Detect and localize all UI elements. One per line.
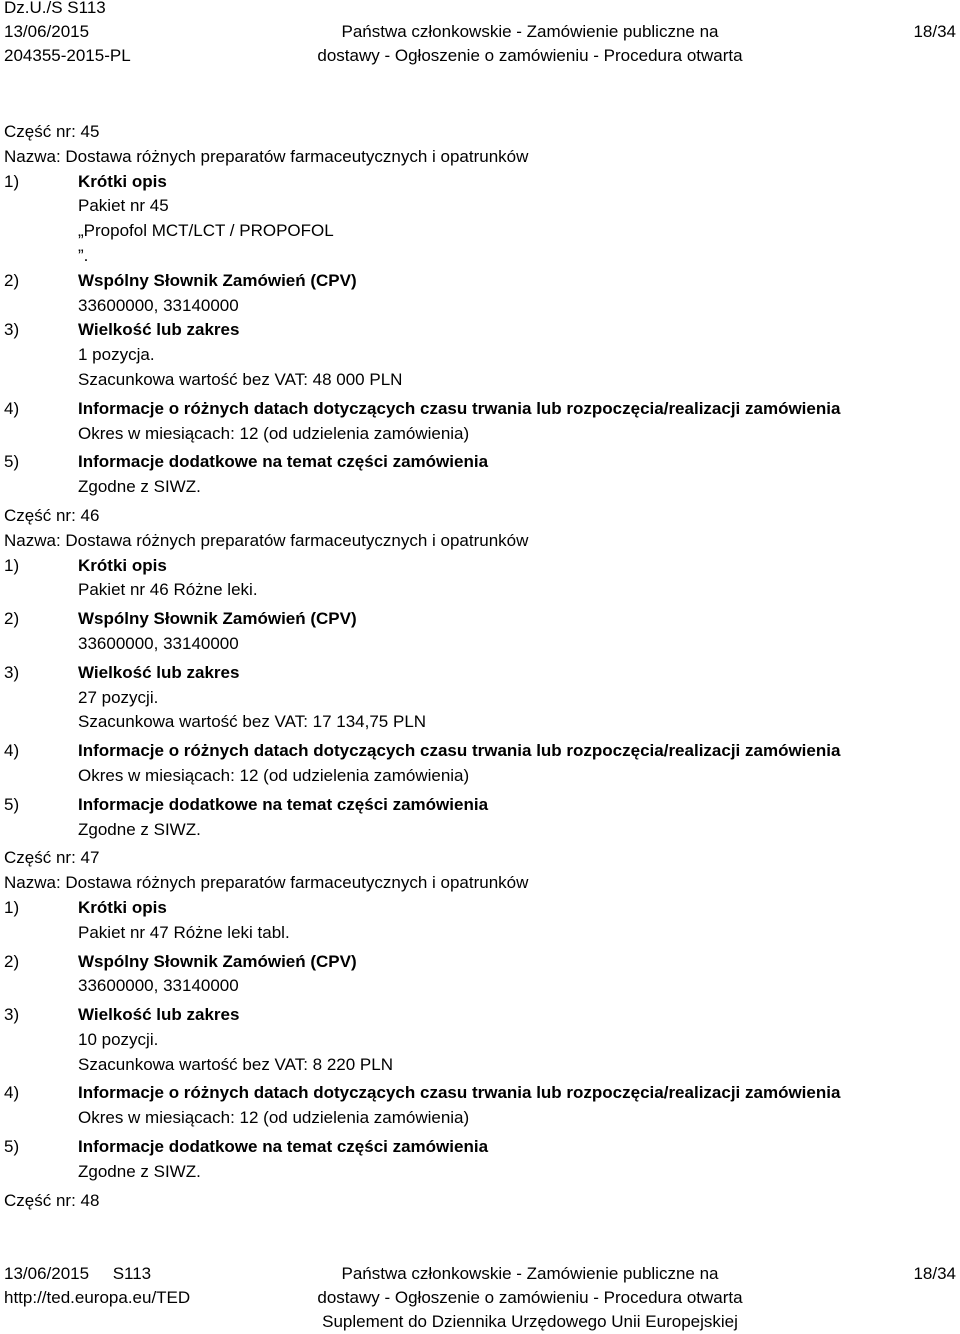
journal-ref: Dz.U./S S113 (4, 0, 106, 17)
estimated-value: Szacunkowa wartość bez VAT: 8 220 PLN (78, 1054, 393, 1074)
footer-title-line2: dostawy - Ogłoszenie o zamówieniu - Procedura otwarta (317, 1288, 743, 1307)
section-heading (4, 607, 954, 632)
duration: Okres w miesiącach: 12 (od udzielenia zamówienia) (78, 765, 470, 785)
section-title: Wspólny Słownik Zamówień (CPV) (78, 270, 357, 290)
footer-date-issue: 13/06/2015 S113 (4, 1264, 152, 1283)
section-heading (4, 950, 954, 975)
section-number: 1) (4, 171, 20, 191)
duration: Okres w miesiącach: 12 (od udzielenia zamówienia) (78, 1108, 470, 1128)
estimated-value: Szacunkowa wartość bez VAT: 17 134,75 PLN (78, 712, 427, 732)
short-description: „Propofol MCT/LCT / PROPOFOL (78, 221, 334, 241)
lot-name: Nazwa: Dostawa różnych preparatów farmaceutycznych i opatrunków (4, 873, 529, 893)
short-description: Pakiet nr 45 (78, 196, 169, 216)
footer-title-line1: Państwa członkowskie - Zamówienie publiczne na (341, 1264, 719, 1283)
section-number: 4) (4, 1083, 20, 1103)
short-description: Pakiet nr 47 Różne leki tabl. (78, 922, 290, 942)
section-title: Krótki opis (78, 555, 167, 575)
lot-name: Nazwa: Dostawa różnych preparatów farmaceutycznych i opatrunków (4, 146, 529, 166)
section-heading (4, 1081, 954, 1106)
section-heading (4, 1003, 954, 1028)
section-number: 3) (4, 662, 20, 682)
section-heading (4, 397, 954, 422)
lot-number: Część nr: 47 (4, 848, 100, 868)
section-title: Wielkość lub zakres (78, 320, 240, 340)
section-number: 2) (4, 951, 20, 971)
quantity: 27 pozycji. (78, 687, 159, 707)
section-number: 4) (4, 741, 20, 761)
lot-section (4, 120, 954, 500)
short-description: ”. (78, 245, 89, 265)
document-body (4, 120, 954, 1213)
notice-number: 204355-2015-PL (4, 46, 131, 65)
section-title: Wspólny Słownik Zamówień (CPV) (78, 609, 357, 629)
lot-number: Część nr: 45 (4, 122, 100, 141)
section-title: Informacje o różnych datach dotyczących czasu trwania lub rozpoczęcia/realizacji zamówienia (78, 741, 841, 761)
lot-name: Nazwa: Dostawa różnych preparatów farmaceutycznych i opatrunków (4, 530, 529, 550)
section-heading (4, 554, 954, 579)
section-heading (4, 269, 954, 294)
section-title: Krótki opis (78, 171, 167, 191)
section-heading (4, 739, 954, 764)
section-title: Informacje dodatkowe na temat części zamówienia (78, 452, 489, 472)
estimated-value: Szacunkowa wartość bez VAT: 48 000 PLN (78, 369, 403, 389)
page-header (0, 0, 960, 70)
quantity: 10 pozycji. (78, 1029, 159, 1049)
section-number: 2) (4, 609, 20, 629)
section-title: Informacje o różnych datach dotyczących czasu trwania lub rozpoczęcia/realizacji zamówienia (78, 1083, 841, 1103)
section-heading (4, 170, 954, 195)
section-number: 3) (4, 1005, 20, 1025)
section-number: 1) (4, 897, 20, 917)
lot-section (4, 504, 954, 842)
header-page-number: 18/34 (913, 22, 956, 41)
lot-number: Część nr: 46 (4, 505, 100, 525)
quantity: 1 pozycja. (78, 345, 155, 365)
short-description: Pakiet nr 46 Różne leki. (78, 580, 258, 600)
cpv-codes: 33600000, 33140000 (78, 633, 239, 653)
header-date: 13/06/2015 (4, 22, 90, 41)
cpv-codes: 33600000, 33140000 (78, 295, 239, 315)
section-title: Informacje dodatkowe na temat części zamówienia (78, 794, 489, 814)
lot-section (4, 846, 954, 1184)
cpv-codes: 33600000, 33140000 (78, 976, 239, 996)
header-title-line1: Państwa członkowskie - Zamówienie publiczne na (341, 22, 719, 41)
section-heading (4, 1135, 954, 1160)
lot-number: Część nr: 48 (4, 1190, 100, 1210)
page-footer (0, 1262, 960, 1332)
section-number: 5) (4, 794, 20, 814)
additional-info: Zgodne z SIWZ. (78, 819, 201, 839)
section-number: 1) (4, 555, 20, 575)
section-heading (4, 450, 954, 475)
section-number: 5) (4, 1137, 20, 1157)
ted-link[interactable]: http://ted.europa.eu/TED (4, 1288, 191, 1307)
section-number: 5) (4, 452, 20, 472)
header-title-line2: dostawy - Ogłoszenie o zamówieniu - Procedura otwarta (317, 46, 743, 65)
section-heading (4, 793, 954, 818)
section-number: 4) (4, 398, 20, 418)
additional-info: Zgodne z SIWZ. (78, 477, 201, 497)
section-heading (4, 318, 954, 343)
section-number: 3) (4, 320, 20, 340)
additional-info: Zgodne z SIWZ. (78, 1161, 201, 1181)
section-number: 2) (4, 270, 20, 290)
section-title: Informacje dodatkowe na temat części zamówienia (78, 1137, 489, 1157)
section-heading (4, 661, 954, 686)
section-title: Krótki opis (78, 897, 167, 917)
footer-supplement: Suplement do Dziennika Urzędowego Unii Europejskiej (322, 1312, 738, 1331)
section-heading (4, 896, 954, 921)
section-title: Wielkość lub zakres (78, 1005, 240, 1025)
section-title: Informacje o różnych datach dotyczących czasu trwania lub rozpoczęcia/realizacji zamówienia (78, 398, 841, 418)
duration: Okres w miesiącach: 12 (od udzielenia zamówienia) (78, 423, 470, 443)
footer-page-number: 18/34 (913, 1264, 956, 1283)
section-title: Wielkość lub zakres (78, 662, 240, 682)
section-title: Wspólny Słownik Zamówień (CPV) (78, 951, 357, 971)
